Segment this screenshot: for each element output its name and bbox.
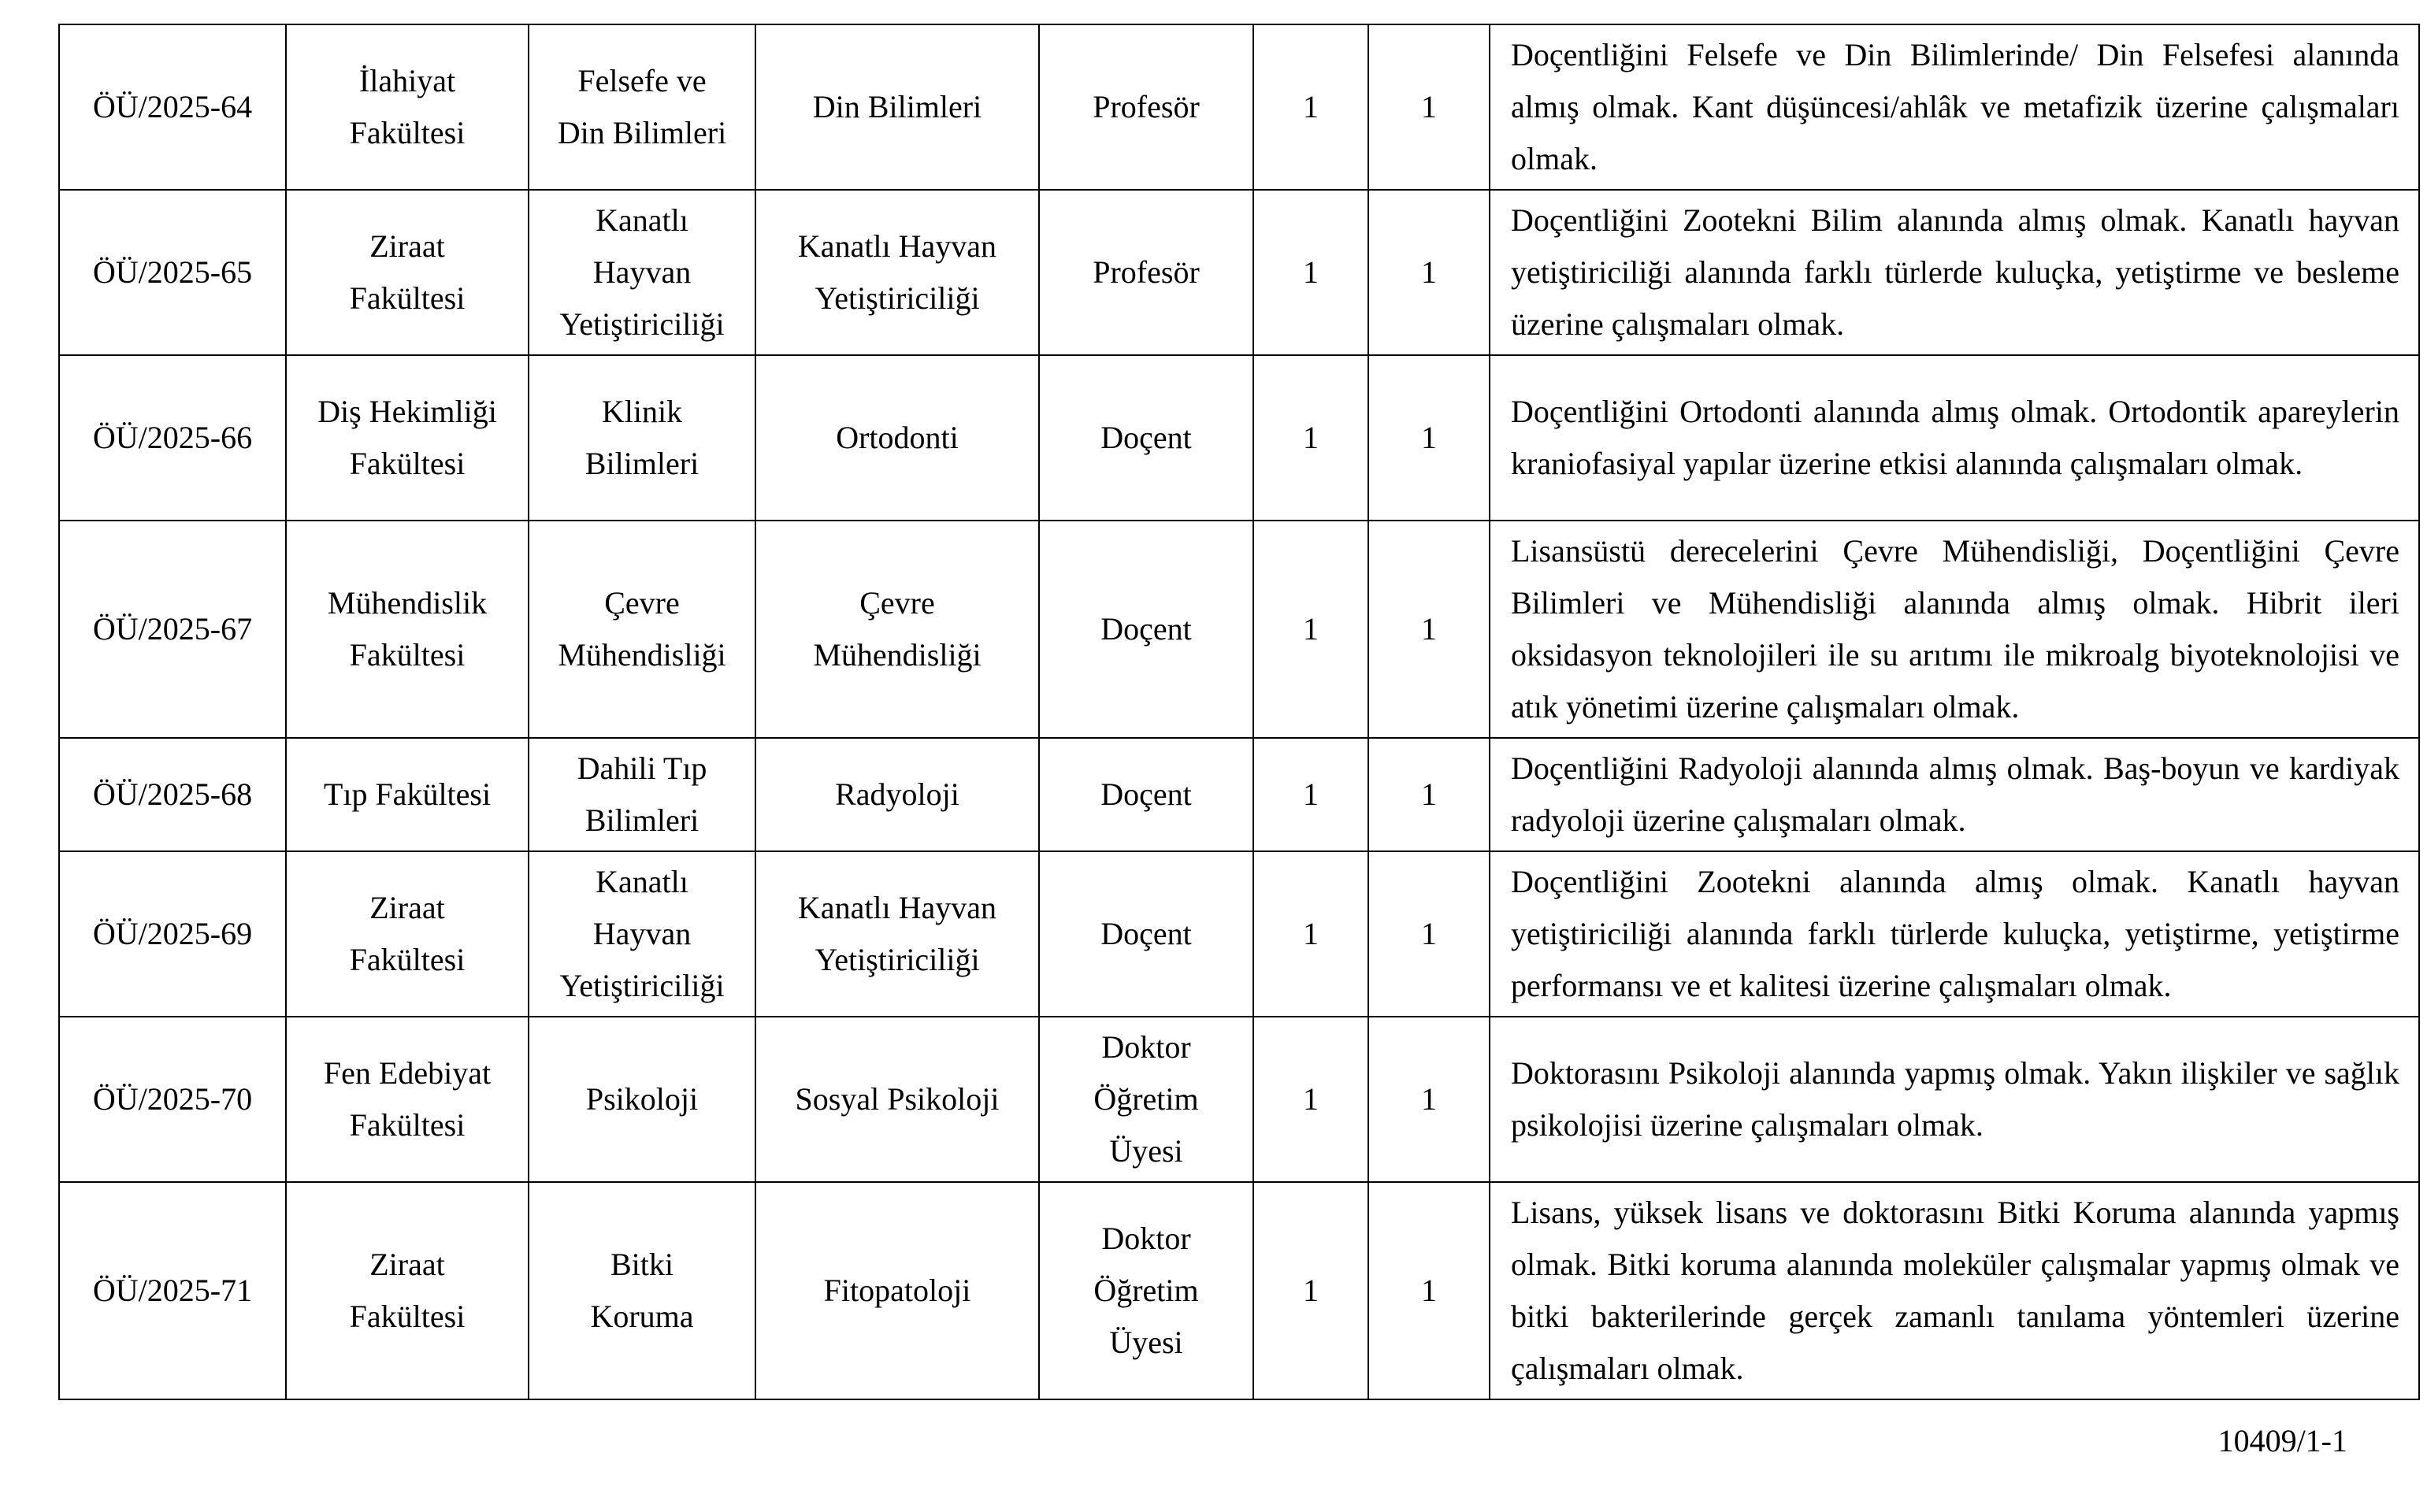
title-cell: Profesör <box>1039 24 1253 190</box>
requirements-cell: Lisans, yüksek lisans ve doktorasını Bitki Koruma alanında yapmış olmak. Bitki koruma alanında moleküler çalışmalar yapmış olmak ve bitki bakterilerinde gerçek zamanlı tanılama yöntemleri üzerine çalışmaları olmak. <box>1490 1182 2419 1399</box>
subdepartment-cell: Ortodonti <box>755 355 1039 521</box>
department-cell: Kanatlı Hayvan Yetiştiriciliği <box>529 851 755 1017</box>
degree-cell: 1 <box>1253 1182 1368 1399</box>
position-code-cell: ÖÜ/2025-65 <box>59 190 286 355</box>
title-cell: Doktor Öğretim Üyesi <box>1039 1017 1253 1182</box>
title-cell: Doçent <box>1039 521 1253 738</box>
requirements-cell: Doçentliğini Felsefe ve Din Bilimlerinde/ Din Felsefesi alanında almış olmak. Kant düşüncesi/ahlâk ve metafizik üzerine çalışmaları olmak. <box>1490 24 2419 190</box>
faculty-cell: Ziraat Fakültesi <box>286 1182 529 1399</box>
faculty-cell: Ziraat Fakültesi <box>286 851 529 1017</box>
requirements-cell: Doçentliğini Ortodonti alanında almış olmak. Ortodontik apareylerin kraniofasiyal yapılar üzerine etkisi alanında çalışmaları olmak. <box>1490 355 2419 521</box>
position-code-cell: ÖÜ/2025-67 <box>59 521 286 738</box>
count-cell: 1 <box>1368 24 1490 190</box>
title-cell: Doçent <box>1039 355 1253 521</box>
subdepartment-cell: Çevre Mühendisliği <box>755 521 1039 738</box>
degree-cell: 1 <box>1253 24 1368 190</box>
table-row <box>59 190 2419 355</box>
count-cell: 1 <box>1368 355 1490 521</box>
requirements-cell: Doktorasını Psikoloji alanında yapmış olmak. Yakın ilişkiler ve sağlık psikolojisi üzerine çalışmaları olmak. <box>1490 1017 2419 1182</box>
position-code-cell: ÖÜ/2025-70 <box>59 1017 286 1182</box>
table-row <box>59 1017 2419 1182</box>
title-cell: Profesör <box>1039 190 1253 355</box>
degree-cell: 1 <box>1253 1017 1368 1182</box>
requirements-cell: Doçentliğini Zootekni Bilim alanında almış olmak. Kanatlı hayvan yetiştiriciliği alanında farklı türlerde kuluçka, yetiştirme ve besleme üzerine çalışmaları olmak. <box>1490 190 2419 355</box>
subdepartment-cell: Sosyal Psikoloji <box>755 1017 1039 1182</box>
degree-cell: 1 <box>1253 851 1368 1017</box>
subdepartment-cell: Kanatlı Hayvan Yetiştiriciliği <box>755 851 1039 1017</box>
count-cell: 1 <box>1368 1182 1490 1399</box>
degree-cell: 1 <box>1253 521 1368 738</box>
subdepartment-cell: Kanatlı Hayvan Yetiştiriciliği <box>755 190 1039 355</box>
requirements-cell: Lisansüstü derecelerini Çevre Mühendisliği, Doçentliğini Çevre Bilimleri ve Mühendisliği alanında almış olmak. Hibrit ileri oksidasyon teknolojileri ile su arıtımı ile mikroalg biyoteknolojisi ve atık yönetimi üzerine çalışmaları olmak. <box>1490 521 2419 738</box>
position-code-cell: ÖÜ/2025-69 <box>59 851 286 1017</box>
table-row <box>59 355 2419 521</box>
department-cell: Çevre Mühendisliği <box>529 521 755 738</box>
department-cell: Bitki Koruma <box>529 1182 755 1399</box>
requirements-cell: Doçentliğini Zootekni alanında almış olmak. Kanatlı hayvan yetiştiriciliği alanında farklı türlerde kuluçka, yetiştirme, yetiştirme performansı ve et kalitesi üzerine çalışmaları olmak. <box>1490 851 2419 1017</box>
department-cell: Klinik Bilimleri <box>529 355 755 521</box>
table-row <box>59 738 2419 851</box>
faculty-cell: Tıp Fakültesi <box>286 738 529 851</box>
department-cell: Dahili Tıp Bilimleri <box>529 738 755 851</box>
title-cell: Doktor Öğretim Üyesi <box>1039 1182 1253 1399</box>
title-cell: Doçent <box>1039 851 1253 1017</box>
department-cell: Felsefe ve Din Bilimleri <box>529 24 755 190</box>
faculty-cell: Mühendislik Fakültesi <box>286 521 529 738</box>
subdepartment-cell: Din Bilimleri <box>755 24 1039 190</box>
position-code-cell: ÖÜ/2025-71 <box>59 1182 286 1399</box>
degree-cell: 1 <box>1253 355 1368 521</box>
table-row <box>59 24 2419 190</box>
faculty-cell: İlahiyat Fakültesi <box>286 24 529 190</box>
faculty-cell: Diş Hekimliği Fakültesi <box>286 355 529 521</box>
table-row <box>59 851 2419 1017</box>
position-code-cell: ÖÜ/2025-64 <box>59 24 286 190</box>
faculty-cell: Ziraat Fakültesi <box>286 190 529 355</box>
position-code-cell: ÖÜ/2025-66 <box>59 355 286 521</box>
subdepartment-cell: Fitopatoloji <box>755 1182 1039 1399</box>
table-row <box>59 1182 2419 1399</box>
count-cell: 1 <box>1368 190 1490 355</box>
count-cell: 1 <box>1368 1017 1490 1182</box>
degree-cell: 1 <box>1253 190 1368 355</box>
title-cell: Doçent <box>1039 738 1253 851</box>
subdepartment-cell: Radyoloji <box>755 738 1039 851</box>
count-cell: 1 <box>1368 521 1490 738</box>
page-number: 10409/1-1 <box>2217 1423 2347 1458</box>
table-row <box>59 521 2419 738</box>
count-cell: 1 <box>1368 851 1490 1017</box>
position-code-cell: ÖÜ/2025-68 <box>59 738 286 851</box>
department-cell: Psikoloji <box>529 1017 755 1182</box>
requirements-cell: Doçentliğini Radyoloji alanında almış olmak. Baş-boyun ve kardiyak radyoloji üzerine çalışmaları olmak. <box>1490 738 2419 851</box>
faculty-cell: Fen Edebiyat Fakültesi <box>286 1017 529 1182</box>
position-announcement-table <box>58 24 2420 1400</box>
department-cell: Kanatlı Hayvan Yetiştiriciliği <box>529 190 755 355</box>
degree-cell: 1 <box>1253 738 1368 851</box>
count-cell: 1 <box>1368 738 1490 851</box>
